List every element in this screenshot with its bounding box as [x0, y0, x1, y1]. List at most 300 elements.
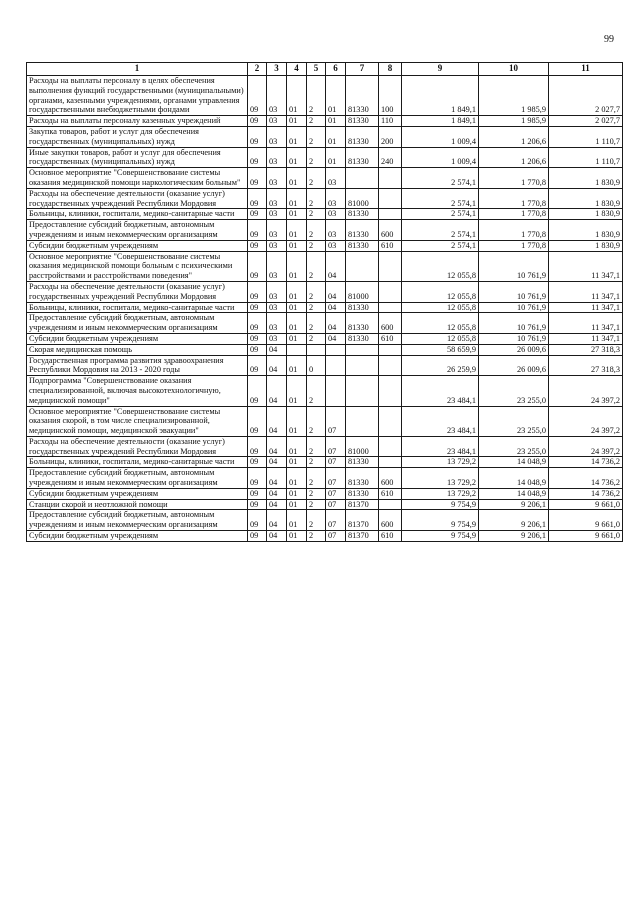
item-name: Подпрограмма "Совершенствование оказания специализированной, включая высокотехнологичную, медицинской помощи": [27, 376, 248, 406]
code-cell: 09: [248, 376, 267, 406]
table-row: [27, 251, 623, 281]
amount-cell: 9 661,0: [549, 499, 623, 510]
code-cell: 2: [307, 188, 326, 209]
code-cell: [379, 436, 402, 457]
amount-cell: 11 347,1: [549, 281, 623, 302]
amount-cell: 1 830,9: [549, 240, 623, 251]
amount-cell: 24 397,2: [549, 436, 623, 457]
code-cell: 04: [267, 499, 287, 510]
code-cell: 09: [248, 126, 267, 147]
code-cell: 03: [326, 209, 346, 220]
amount-cell: 1 830,9: [549, 188, 623, 209]
table-row: [27, 510, 623, 531]
code-cell: 240: [379, 147, 402, 168]
page-number: 99: [604, 34, 614, 45]
table-row: [27, 220, 623, 241]
code-cell: 09: [248, 457, 267, 468]
code-cell: 200: [379, 126, 402, 147]
code-cell: [379, 251, 402, 281]
amount-cell: 1 830,9: [549, 209, 623, 220]
code-cell: [379, 499, 402, 510]
amount-cell: 26 009,6: [479, 344, 549, 355]
code-cell: 2: [307, 126, 326, 147]
amount-cell: 1 770,8: [479, 209, 549, 220]
table-row: [27, 333, 623, 344]
code-cell: 01: [287, 457, 307, 468]
code-cell: 04: [267, 531, 287, 542]
code-cell: 03: [267, 76, 287, 116]
code-cell: 04: [267, 406, 287, 436]
item-name: Субсидии бюджетным учреждениям: [27, 531, 248, 542]
column-header: 9: [402, 63, 479, 76]
item-name: Субсидии бюджетным учреждениям: [27, 333, 248, 344]
amount-cell: 12 055,8: [402, 313, 479, 334]
code-cell: 610: [379, 531, 402, 542]
code-cell: 09: [248, 531, 267, 542]
amount-cell: 24 397,2: [549, 406, 623, 436]
item-name: Расходы на обеспечение деятельности (оказание услуг) государственных учреждений Республики Мордовия: [27, 188, 248, 209]
code-cell: 04: [267, 510, 287, 531]
code-cell: 07: [326, 499, 346, 510]
code-cell: 03: [267, 251, 287, 281]
code-cell: 07: [326, 436, 346, 457]
code-cell: [379, 209, 402, 220]
code-cell: 81000: [346, 188, 379, 209]
amount-cell: 11 347,1: [549, 333, 623, 344]
code-cell: 01: [287, 488, 307, 499]
amount-cell: 26 259,9: [402, 355, 479, 376]
code-cell: 09: [248, 76, 267, 116]
code-cell: 03: [267, 209, 287, 220]
amount-cell: 23 484,1: [402, 406, 479, 436]
amount-cell: 23 255,0: [479, 376, 549, 406]
amount-cell: 10 761,9: [479, 281, 549, 302]
code-cell: 2: [307, 333, 326, 344]
amount-cell: 23 484,1: [402, 436, 479, 457]
item-name: Расходы на выплаты персоналу казенных учреждений: [27, 116, 248, 127]
code-cell: 01: [287, 116, 307, 127]
code-cell: [287, 344, 307, 355]
code-cell: 01: [287, 499, 307, 510]
amount-cell: 1 985,9: [479, 116, 549, 127]
code-cell: 2: [307, 510, 326, 531]
code-cell: 04: [267, 344, 287, 355]
code-cell: 01: [287, 436, 307, 457]
amount-cell: 2 027,7: [549, 116, 623, 127]
item-name: Станции скорой и неотложной помощи: [27, 499, 248, 510]
code-cell: 04: [267, 468, 287, 489]
item-name: Государственная программа развития здравоохранения Республики Мордовия на 2013 - 2020 годы: [27, 355, 248, 376]
code-cell: 610: [379, 333, 402, 344]
code-cell: 2: [307, 168, 326, 189]
code-cell: [346, 406, 379, 436]
code-cell: 03: [267, 168, 287, 189]
code-cell: 01: [287, 147, 307, 168]
table-row: [27, 488, 623, 499]
code-cell: 81330: [346, 220, 379, 241]
code-cell: 04: [326, 251, 346, 281]
table-row: [27, 126, 623, 147]
code-cell: [346, 344, 379, 355]
code-cell: 600: [379, 220, 402, 241]
item-name: Субсидии бюджетным учреждениям: [27, 488, 248, 499]
code-cell: 01: [287, 531, 307, 542]
column-header: 5: [307, 63, 326, 76]
code-cell: [379, 376, 402, 406]
table-row: [27, 531, 623, 542]
code-cell: 110: [379, 116, 402, 127]
code-cell: 04: [267, 488, 287, 499]
code-cell: 09: [248, 220, 267, 241]
item-name: Основное мероприятие "Совершенствование системы оказания медицинской помощи наркологическим больным": [27, 168, 248, 189]
table-row: [27, 168, 623, 189]
code-cell: 01: [287, 209, 307, 220]
code-cell: [379, 355, 402, 376]
code-cell: 09: [248, 468, 267, 489]
code-cell: 81330: [346, 313, 379, 334]
amount-cell: 24 397,2: [549, 376, 623, 406]
amount-cell: 1 110,7: [549, 147, 623, 168]
code-cell: [307, 344, 326, 355]
code-cell: 2: [307, 457, 326, 468]
code-cell: 600: [379, 313, 402, 334]
code-cell: 01: [287, 376, 307, 406]
amount-cell: 12 055,8: [402, 281, 479, 302]
code-cell: 01: [287, 510, 307, 531]
code-cell: 2: [307, 376, 326, 406]
code-cell: [379, 344, 402, 355]
table-row: [27, 302, 623, 313]
amount-cell: 14 048,9: [479, 488, 549, 499]
code-cell: 03: [267, 147, 287, 168]
amount-cell: 14 048,9: [479, 457, 549, 468]
table-row: [27, 499, 623, 510]
amount-cell: 9 661,0: [549, 531, 623, 542]
amount-cell: 10 761,9: [479, 313, 549, 334]
amount-cell: 12 055,8: [402, 251, 479, 281]
amount-cell: 11 347,1: [549, 302, 623, 313]
code-cell: 81330: [346, 147, 379, 168]
code-cell: 600: [379, 468, 402, 489]
column-header: 1: [27, 63, 248, 76]
code-cell: 04: [267, 376, 287, 406]
code-cell: [326, 376, 346, 406]
code-cell: 2: [307, 147, 326, 168]
code-cell: 2: [307, 499, 326, 510]
code-cell: 09: [248, 333, 267, 344]
amount-cell: 9 206,1: [479, 510, 549, 531]
code-cell: 03: [326, 240, 346, 251]
code-cell: [346, 376, 379, 406]
amount-cell: 2 574,1: [402, 188, 479, 209]
amount-cell: 2 027,7: [549, 76, 623, 116]
code-cell: 81330: [346, 488, 379, 499]
code-cell: 07: [326, 488, 346, 499]
code-cell: 01: [326, 76, 346, 116]
table-row: [27, 436, 623, 457]
code-cell: 81330: [346, 126, 379, 147]
item-name: Предоставление субсидий бюджетным, автономным учреждениям и иным некоммерческим организациям: [27, 468, 248, 489]
code-cell: 09: [248, 488, 267, 499]
code-cell: 2: [307, 531, 326, 542]
amount-cell: 9 206,1: [479, 531, 549, 542]
column-header: 2: [248, 63, 267, 76]
item-name: Основное мероприятие "Совершенствование системы оказания скорой, в том числе специализированной, медицинской помощи, медицинской эвакуации": [27, 406, 248, 436]
amount-cell: 1 830,9: [549, 168, 623, 189]
amount-cell: 27 318,3: [549, 355, 623, 376]
code-cell: 2: [307, 209, 326, 220]
code-cell: 09: [248, 355, 267, 376]
item-name: Предоставление субсидий бюджетным, автономным учреждениям и иным некоммерческим организациям: [27, 313, 248, 334]
amount-cell: 13 729,2: [402, 468, 479, 489]
column-header: 11: [549, 63, 623, 76]
amount-cell: 1 770,8: [479, 168, 549, 189]
table-row: [27, 240, 623, 251]
budget-table: [26, 62, 623, 542]
code-cell: 03: [267, 281, 287, 302]
code-cell: 2: [307, 436, 326, 457]
code-cell: 81000: [346, 281, 379, 302]
code-cell: 03: [267, 333, 287, 344]
amount-cell: 1 206,6: [479, 126, 549, 147]
code-cell: 09: [248, 147, 267, 168]
code-cell: 81330: [346, 457, 379, 468]
code-cell: 07: [326, 406, 346, 436]
code-cell: 04: [326, 281, 346, 302]
code-cell: 09: [248, 436, 267, 457]
amount-cell: 9 661,0: [549, 510, 623, 531]
code-cell: [379, 281, 402, 302]
code-cell: 03: [267, 313, 287, 334]
code-cell: 2: [307, 281, 326, 302]
table-row: [27, 457, 623, 468]
amount-cell: 9 754,9: [402, 499, 479, 510]
item-name: Субсидии бюджетным учреждениям: [27, 240, 248, 251]
code-cell: 81330: [346, 468, 379, 489]
code-cell: 2: [307, 313, 326, 334]
code-cell: 610: [379, 488, 402, 499]
code-cell: [379, 188, 402, 209]
code-cell: 09: [248, 406, 267, 436]
code-cell: 81370: [346, 510, 379, 531]
code-cell: [326, 355, 346, 376]
item-name: Больницы, клиники, госпитали, медико-санитарные части: [27, 209, 248, 220]
code-cell: [379, 168, 402, 189]
table-row: [27, 147, 623, 168]
amount-cell: 10 761,9: [479, 251, 549, 281]
amount-cell: 12 055,8: [402, 333, 479, 344]
amount-cell: 10 761,9: [479, 302, 549, 313]
amount-cell: 1 110,7: [549, 126, 623, 147]
code-cell: 100: [379, 76, 402, 116]
amount-cell: 2 574,1: [402, 220, 479, 241]
code-cell: 01: [287, 355, 307, 376]
code-cell: 0: [307, 355, 326, 376]
amount-cell: 27 318,3: [549, 344, 623, 355]
amount-cell: 14 736,2: [549, 488, 623, 499]
table-row: [27, 406, 623, 436]
item-name: Расходы на обеспечение деятельности (оказание услуг) государственных учреждений Республики Мордовия: [27, 281, 248, 302]
code-cell: [379, 406, 402, 436]
column-header: 3: [267, 63, 287, 76]
column-header: 7: [346, 63, 379, 76]
code-cell: 2: [307, 116, 326, 127]
amount-cell: 1 206,6: [479, 147, 549, 168]
code-cell: 03: [326, 168, 346, 189]
code-cell: 01: [287, 126, 307, 147]
amount-cell: 2 574,1: [402, 168, 479, 189]
code-cell: 2: [307, 302, 326, 313]
code-cell: 81330: [346, 209, 379, 220]
amount-cell: 1 009,4: [402, 126, 479, 147]
table-row: [27, 376, 623, 406]
table-row: [27, 344, 623, 355]
table-row: [27, 355, 623, 376]
item-name: Расходы на обеспечение деятельности (оказание услуг) государственных учреждений Республики Мордовия: [27, 436, 248, 457]
item-name: Иные закупки товаров, работ и услуг для обеспечения государственных (муниципальных) нужд: [27, 147, 248, 168]
amount-cell: 23 484,1: [402, 376, 479, 406]
table-row: [27, 116, 623, 127]
amount-cell: 12 055,8: [402, 302, 479, 313]
code-cell: 09: [248, 302, 267, 313]
code-cell: [346, 251, 379, 281]
code-cell: [379, 457, 402, 468]
code-cell: 03: [267, 126, 287, 147]
amount-cell: 10 761,9: [479, 333, 549, 344]
amount-cell: 11 347,1: [549, 313, 623, 334]
code-cell: 01: [326, 147, 346, 168]
code-cell: 07: [326, 468, 346, 489]
code-cell: 07: [326, 457, 346, 468]
code-cell: 01: [287, 220, 307, 241]
code-cell: 09: [248, 240, 267, 251]
code-cell: 2: [307, 220, 326, 241]
code-cell: 2: [307, 406, 326, 436]
code-cell: 09: [248, 510, 267, 531]
code-cell: 03: [267, 302, 287, 313]
code-cell: 01: [326, 116, 346, 127]
amount-cell: 9 754,9: [402, 531, 479, 542]
code-cell: 01: [326, 126, 346, 147]
amount-cell: 23 255,0: [479, 406, 549, 436]
code-cell: 09: [248, 168, 267, 189]
amount-cell: 1 770,8: [479, 188, 549, 209]
code-cell: 03: [267, 220, 287, 241]
code-cell: 09: [248, 251, 267, 281]
table-row: [27, 313, 623, 334]
amount-cell: 1 830,9: [549, 220, 623, 241]
item-name: Основное мероприятие "Совершенствование системы оказания медицинской помощи больным с психическими расстройствами и расстройствами поведения": [27, 251, 248, 281]
code-cell: 01: [287, 240, 307, 251]
code-cell: 04: [326, 333, 346, 344]
table-row: [27, 188, 623, 209]
code-cell: [326, 344, 346, 355]
code-cell: 04: [267, 436, 287, 457]
amount-cell: 1 985,9: [479, 76, 549, 116]
column-header: 8: [379, 63, 402, 76]
code-cell: 03: [267, 188, 287, 209]
table-row: [27, 281, 623, 302]
code-cell: 09: [248, 188, 267, 209]
code-cell: 01: [287, 333, 307, 344]
item-name: Расходы на выплаты персоналу в целях обеспечения выполнения функций государственными (муниципальными) органами, казенными учреждениями, органами управления государственными внебюджетными фондами: [27, 76, 248, 116]
amount-cell: 9 754,9: [402, 510, 479, 531]
code-cell: 03: [326, 188, 346, 209]
code-cell: [346, 355, 379, 376]
amount-cell: 2 574,1: [402, 240, 479, 251]
amount-cell: 58 659,9: [402, 344, 479, 355]
code-cell: 03: [267, 116, 287, 127]
code-cell: 01: [287, 468, 307, 489]
code-cell: 01: [287, 168, 307, 189]
amount-cell: 11 347,1: [549, 251, 623, 281]
code-cell: 09: [248, 499, 267, 510]
amount-cell: 14 736,2: [549, 468, 623, 489]
code-cell: 2: [307, 76, 326, 116]
code-cell: 2: [307, 488, 326, 499]
code-cell: [379, 302, 402, 313]
code-cell: 81330: [346, 76, 379, 116]
code-cell: 04: [267, 457, 287, 468]
amount-cell: 1 770,8: [479, 220, 549, 241]
code-cell: 01: [287, 406, 307, 436]
amount-cell: 14 048,9: [479, 468, 549, 489]
code-cell: 81000: [346, 436, 379, 457]
table-body: [27, 76, 623, 542]
amount-cell: 2 574,1: [402, 209, 479, 220]
code-cell: 610: [379, 240, 402, 251]
code-cell: 2: [307, 468, 326, 489]
code-cell: 01: [287, 313, 307, 334]
amount-cell: 13 729,2: [402, 488, 479, 499]
item-name: Больницы, клиники, госпитали, медико-санитарные части: [27, 302, 248, 313]
code-cell: [346, 168, 379, 189]
code-cell: 81330: [346, 302, 379, 313]
code-cell: 09: [248, 116, 267, 127]
code-cell: 81330: [346, 240, 379, 251]
table-row: [27, 76, 623, 116]
column-header: 10: [479, 63, 549, 76]
code-cell: 81330: [346, 333, 379, 344]
code-cell: 2: [307, 240, 326, 251]
code-cell: 81330: [346, 116, 379, 127]
table-row: [27, 468, 623, 489]
code-cell: 01: [287, 302, 307, 313]
column-header: 6: [326, 63, 346, 76]
code-cell: 600: [379, 510, 402, 531]
code-cell: 07: [326, 531, 346, 542]
item-name: Предоставление субсидий бюджетным, автономным учреждениям и иным некоммерческим организациям: [27, 220, 248, 241]
code-cell: 09: [248, 344, 267, 355]
column-header: 4: [287, 63, 307, 76]
code-cell: 09: [248, 209, 267, 220]
code-cell: 81370: [346, 499, 379, 510]
item-name: Больницы, клиники, госпитали, медико-санитарные части: [27, 457, 248, 468]
amount-cell: 26 009,6: [479, 355, 549, 376]
code-cell: 01: [287, 251, 307, 281]
amount-cell: 13 729,2: [402, 457, 479, 468]
amount-cell: 1 770,8: [479, 240, 549, 251]
item-name: Скорая медицинская помощь: [27, 344, 248, 355]
code-cell: 09: [248, 313, 267, 334]
code-cell: 03: [267, 240, 287, 251]
amount-cell: 1 849,1: [402, 76, 479, 116]
amount-cell: 23 255,0: [479, 436, 549, 457]
code-cell: 01: [287, 188, 307, 209]
header-row: [27, 63, 623, 76]
item-name: Закупка товаров, работ и услуг для обеспечения государственных (муниципальных) нужд: [27, 126, 248, 147]
amount-cell: 9 206,1: [479, 499, 549, 510]
